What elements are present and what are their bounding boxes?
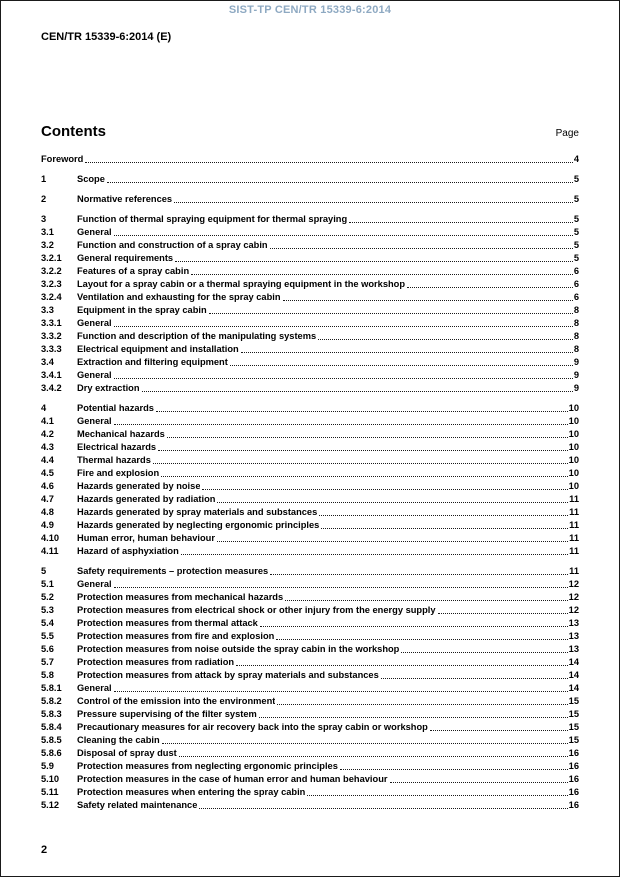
toc-dotted-leader — [285, 599, 567, 601]
toc-entry-page: 10 — [568, 481, 579, 491]
toc-entry-title: Function of thermal spraying equipment for thermal spraying — [77, 214, 348, 224]
toc-entry-page: 10 — [568, 403, 579, 413]
toc-entry-title: Foreword — [41, 154, 84, 164]
toc-dotted-leader — [191, 273, 573, 275]
toc-dotted-leader — [114, 423, 568, 425]
toc-entry-page: 10 — [568, 455, 579, 465]
toc-row — [41, 291, 579, 304]
toc-dotted-leader — [181, 553, 568, 555]
toc-entry-title: Protection measures from noise outside the spray cabin in the workshop — [77, 644, 400, 654]
toc-row — [41, 402, 579, 415]
toc-entry-number: 5 — [41, 566, 47, 576]
toc-entry-number: 5.3 — [41, 605, 54, 615]
toc-entry-page: 8 — [573, 331, 579, 341]
toc-entry-title: Electrical equipment and installation — [77, 344, 239, 354]
toc-dotted-leader — [175, 260, 573, 262]
toc-entry-number: 5.8.5 — [41, 735, 62, 745]
toc-entry-number: 5.11 — [41, 787, 59, 797]
toc-dotted-leader — [114, 586, 568, 588]
toc-entry-page: 15 — [568, 709, 579, 719]
toc-dotted-leader — [202, 488, 567, 490]
toc-row — [41, 799, 579, 812]
toc-dotted-leader — [167, 436, 568, 438]
toc-row — [41, 708, 579, 721]
toc-entry-title: Function and construction of a spray cabin — [77, 240, 268, 250]
toc-entry-number: 4.8 — [41, 507, 54, 517]
toc-entry-title: Potential hazards — [77, 403, 154, 413]
toc-entry-page: 11 — [569, 566, 579, 576]
toc-entry-number: 5.9 — [41, 761, 54, 771]
toc-entry-number: 3.4.2 — [41, 383, 62, 393]
toc-dotted-leader — [114, 377, 573, 379]
toc-dotted-leader — [114, 325, 573, 327]
toc-dotted-leader — [277, 703, 567, 705]
toc-entry-title: Protection measures when entering the spray cabin — [77, 787, 306, 797]
toc-entry-page: 5 — [573, 194, 579, 204]
toc-row — [41, 480, 579, 493]
toc-entry-title: Hazards generated by radiation — [77, 494, 216, 504]
toc-entry-number: 1 — [41, 174, 47, 184]
toc-dotted-leader — [407, 286, 573, 288]
toc-entry-title: Hazards generated by neglecting ergonomic principles — [77, 520, 320, 530]
toc-entry-number: 4.3 — [41, 442, 54, 452]
toc-dotted-leader — [321, 527, 568, 529]
toc-row — [41, 519, 579, 532]
toc-entry-page: 9 — [573, 383, 579, 393]
toc-entry-number: 4.7 — [41, 494, 54, 504]
toc-row — [41, 506, 579, 519]
toc-dotted-leader — [307, 794, 567, 796]
toc-entry-page: 16 — [568, 761, 579, 771]
toc-row — [41, 415, 579, 428]
toc-row — [41, 441, 579, 454]
toc-entry-page: 8 — [573, 318, 579, 328]
toc-row — [41, 382, 579, 395]
document-reference: CEN/TR 15339-6:2014 (E) — [41, 31, 172, 43]
toc-entry-number: 2 — [41, 194, 47, 204]
toc-entry-page: 10 — [568, 442, 579, 452]
toc-entry-title: Protection measures from attack by spray materials and substances — [77, 670, 379, 680]
toc-dotted-leader — [270, 247, 573, 249]
toc-dotted-leader — [381, 677, 568, 679]
toc-entry-number: 4.1 — [41, 416, 54, 426]
toc-entry-title: Electrical hazards — [77, 442, 157, 452]
toc-entry-page: 12 — [568, 579, 579, 589]
toc-entry-page: 14 — [568, 657, 579, 667]
toc-row — [41, 252, 579, 265]
toc-entry-number: 5.8.6 — [41, 748, 62, 758]
toc-entry-page: 8 — [573, 305, 579, 315]
toc-entry-number: 3.4 — [41, 357, 54, 367]
toc-row — [41, 578, 579, 591]
toc-row — [41, 747, 579, 760]
toc-row — [41, 304, 579, 317]
toc-dotted-leader — [349, 221, 573, 223]
toc-entry-title: Equipment in the spray cabin — [77, 305, 207, 315]
toc-entry-number: 3.3.3 — [41, 344, 62, 354]
toc-dotted-leader — [318, 338, 573, 340]
toc-entry-page: 6 — [573, 292, 579, 302]
toc-entry-page: 10 — [568, 468, 579, 478]
toc-row — [41, 617, 579, 630]
toc-entry-number: 5.8 — [41, 670, 54, 680]
toc-entry-title: Scope — [77, 174, 105, 184]
toc-entry-page: 11 — [569, 507, 579, 517]
toc-entry-title: Protection measures from neglecting ergonomic principles — [77, 761, 338, 771]
toc-entry-title: General requirements — [77, 253, 174, 263]
toc-entry-number: 5.2 — [41, 592, 54, 602]
toc-entry-title: Protection measures from electrical shock or other injury from the energy supply — [77, 605, 436, 615]
toc-dotted-leader — [114, 690, 568, 692]
toc-entry-number: 5.7 — [41, 657, 54, 667]
toc-entry-number: 4.6 — [41, 481, 54, 491]
toc-entry-page: 11 — [569, 520, 579, 530]
toc-entry-title: Hazards generated by spray materials and substances — [77, 507, 318, 517]
toc-row — [41, 682, 579, 695]
toc-entry-number: 4.9 — [41, 520, 54, 530]
toc-entry-title: Dry extraction — [77, 383, 140, 393]
toc-dotted-leader — [114, 234, 573, 236]
toc-entry-title: Layout for a spray cabin or a thermal spraying equipment in the workshop — [77, 279, 406, 289]
toc-row — [41, 643, 579, 656]
contents-heading: Contents — [41, 123, 106, 140]
toc-entry-page: 4 — [573, 154, 579, 164]
toc-entry-title: Fire and explosion — [77, 468, 160, 478]
toc-entry-title: Safety related maintenance — [77, 800, 198, 810]
toc-dotted-leader — [438, 612, 568, 614]
toc-entry-page: 14 — [568, 683, 579, 693]
toc-entry-title: Protection measures in the case of human error and human behaviour — [77, 774, 388, 784]
toc-entry-number: 3.2.3 — [41, 279, 62, 289]
toc-entry-number: 5.12 — [41, 800, 60, 810]
toc-entry-page: 5 — [573, 227, 579, 237]
toc-entry-page: 11 — [569, 533, 579, 543]
toc-row — [41, 213, 579, 226]
toc-dotted-leader — [174, 201, 573, 203]
toc-entry-page: 16 — [568, 787, 579, 797]
toc-entry-page: 6 — [573, 266, 579, 276]
toc-row — [41, 265, 579, 278]
toc-entry-title: Cleaning the cabin — [77, 735, 160, 745]
toc-dotted-leader — [217, 540, 568, 542]
toc-entry-title: Human error, human behaviour — [77, 533, 215, 543]
toc-row — [41, 721, 579, 734]
toc-entry-number: 3.2.1 — [41, 253, 62, 263]
toc-dotted-leader — [230, 364, 573, 366]
toc-entry-number: 3.3 — [41, 305, 54, 315]
toc-entry-page: 15 — [568, 735, 579, 745]
toc-row — [41, 565, 579, 578]
toc-entry-page: 10 — [568, 416, 579, 426]
toc-row — [41, 734, 579, 747]
toc-entry-number: 3.3.1 — [41, 318, 62, 328]
toc-entry-page: 15 — [568, 722, 579, 732]
toc-entry-page: 5 — [573, 214, 579, 224]
toc-entry-number: 5.4 — [41, 618, 54, 628]
toc-entry-page: 9 — [573, 370, 579, 380]
toc-entry-number: 3.4.1 — [41, 370, 62, 380]
toc-row — [41, 356, 579, 369]
toc-entry-number: 3 — [41, 214, 47, 224]
toc-row — [41, 493, 579, 506]
toc-row — [41, 532, 579, 545]
toc-row — [41, 173, 579, 186]
toc-row — [41, 343, 579, 356]
toc-row — [41, 786, 579, 799]
contents-header — [41, 123, 579, 140]
toc-row — [41, 330, 579, 343]
toc-entry-title: General — [77, 318, 112, 328]
toc-entry-title: Protection measures from radiation — [77, 657, 235, 667]
toc-dotted-leader — [162, 742, 568, 744]
toc-dotted-leader — [259, 716, 568, 718]
toc-entry-number: 4.10 — [41, 533, 60, 543]
toc-entry-page: 6 — [573, 279, 579, 289]
toc-dotted-leader — [199, 807, 567, 809]
toc-row — [41, 773, 579, 786]
toc-row — [41, 545, 579, 558]
toc-entry-number: 3.1 — [41, 227, 54, 237]
toc-entry-title: Protection measures from thermal attack — [77, 618, 258, 628]
toc-entry-title: Safety requirements – protection measures — [77, 566, 269, 576]
toc-row — [41, 278, 579, 291]
toc-entry-number: 3.3.2 — [41, 331, 62, 341]
toc-entry-number: 5.10 — [41, 774, 60, 784]
toc-row — [41, 239, 579, 252]
toc-entry-number: 4.11 — [41, 546, 59, 556]
toc-entry-number: 5.8.3 — [41, 709, 62, 719]
toc-dotted-leader — [209, 312, 573, 314]
toc-entry-title: Protection measures from mechanical hazards — [77, 592, 284, 602]
toc-entry-page: 12 — [568, 605, 579, 615]
toc-entry-title: Normative references — [77, 194, 173, 204]
toc-entry-title: Mechanical hazards — [77, 429, 165, 439]
toc-row — [41, 591, 579, 604]
toc-entry-title: Control of the emission into the environment — [77, 696, 276, 706]
toc-dotted-leader — [283, 299, 573, 301]
toc-list — [41, 153, 579, 812]
toc-dotted-leader — [260, 625, 568, 627]
toc-row — [41, 669, 579, 682]
toc-row — [41, 369, 579, 382]
toc-row — [41, 153, 579, 166]
toc-entry-title: Hazard of asphyxiation — [77, 546, 179, 556]
toc-entry-number: 5.8.1 — [41, 683, 62, 693]
toc-entry-page: 11 — [569, 546, 579, 556]
toc-entry-title: Hazards generated by noise — [77, 481, 201, 491]
toc-entry-page: 10 — [568, 429, 579, 439]
toc-row — [41, 467, 579, 480]
toc-entry-title: Function and description of the manipulating systems — [77, 331, 317, 341]
toc-entry-number: 3.2.4 — [41, 292, 62, 302]
toc-dotted-leader — [179, 755, 568, 757]
toc-entry-number: 5.5 — [41, 631, 54, 641]
toc-row — [41, 317, 579, 330]
toc-row — [41, 630, 579, 643]
toc-entry-title: Ventilation and exhausting for the spray cabin — [77, 292, 281, 302]
toc-entry-title: Protection measures from fire and explosion — [77, 631, 275, 641]
toc-entry-number: 4.5 — [41, 468, 54, 478]
toc-entry-number: 3.2 — [41, 240, 54, 250]
toc-entry-number: 4 — [41, 403, 47, 413]
toc-entry-page: 5 — [573, 240, 579, 250]
toc-dotted-leader — [142, 390, 573, 392]
toc-entry-number: 4.4 — [41, 455, 54, 465]
toc-entry-title: Features of a spray cabin — [77, 266, 190, 276]
toc-entry-title: Precautionary measures for air recovery back into the spray cabin or workshop — [77, 722, 428, 732]
footer-page-number: 2 — [41, 844, 48, 856]
toc-entry-title: Extraction and filtering equipment — [77, 357, 228, 367]
toc-entry-page: 9 — [573, 357, 579, 367]
toc-entry-title: Pressure supervising of the filter system — [77, 709, 257, 719]
toc-dotted-leader — [430, 729, 568, 731]
toc-dotted-leader — [241, 351, 573, 353]
toc-entry-page: 13 — [568, 631, 579, 641]
toc-dotted-leader — [340, 768, 568, 770]
toc-entry-page: 5 — [573, 253, 579, 263]
toc-row — [41, 454, 579, 467]
toc-dotted-leader — [161, 475, 568, 477]
toc-entry-page: 8 — [573, 344, 579, 354]
toc-entry-title: General — [77, 579, 112, 589]
toc-entry-title: General — [77, 416, 112, 426]
toc-entry-title: Disposal of spray dust — [77, 748, 177, 758]
toc-dotted-leader — [270, 573, 568, 575]
toc-dotted-leader — [107, 181, 573, 183]
toc-entry-number: 5.8.2 — [41, 696, 62, 706]
toc-entry-number: 5.8.4 — [41, 722, 62, 732]
toc-entry-title: General — [77, 227, 112, 237]
toc-entry-page: 15 — [568, 696, 579, 706]
toc-entry-title: General — [77, 683, 112, 693]
toc-entry-page: 5 — [573, 174, 579, 184]
toc-entry-page: 13 — [568, 644, 579, 654]
watermark-text: SIST-TP CEN/TR 15339-6:2014 — [228, 4, 392, 16]
toc-dotted-leader — [319, 514, 568, 516]
toc-entry-number: 4.2 — [41, 429, 54, 439]
toc-dotted-leader — [158, 449, 568, 451]
toc-row — [41, 428, 579, 441]
toc-entry-title: General — [77, 370, 112, 380]
toc-entry-number: 5.1 — [41, 579, 54, 589]
toc-dotted-leader — [85, 161, 572, 163]
toc-dotted-leader — [153, 462, 568, 464]
toc-entry-page: 14 — [568, 670, 579, 680]
toc-row — [41, 760, 579, 773]
toc-dotted-leader — [156, 410, 568, 412]
toc-entry-page: 12 — [568, 592, 579, 602]
toc-entry-page: 16 — [568, 748, 579, 758]
toc-entry-title: Thermal hazards — [77, 455, 151, 465]
toc-row — [41, 604, 579, 617]
toc-dotted-leader — [390, 781, 568, 783]
toc-entry-page: 16 — [568, 800, 579, 810]
toc-row — [41, 656, 579, 669]
toc-row — [41, 695, 579, 708]
toc-dotted-leader — [401, 651, 567, 653]
toc-row — [41, 193, 579, 206]
toc-dotted-leader — [276, 638, 567, 640]
toc-entry-number: 3.2.2 — [41, 266, 62, 276]
toc-entry-page: 11 — [569, 494, 579, 504]
toc-row — [41, 226, 579, 239]
toc-dotted-leader — [236, 664, 568, 666]
page-column-label: Page — [555, 128, 579, 139]
toc-entry-page: 16 — [568, 774, 579, 784]
toc-entry-page: 13 — [568, 618, 579, 628]
toc-entry-number: 5.6 — [41, 644, 54, 654]
toc-dotted-leader — [217, 501, 568, 503]
